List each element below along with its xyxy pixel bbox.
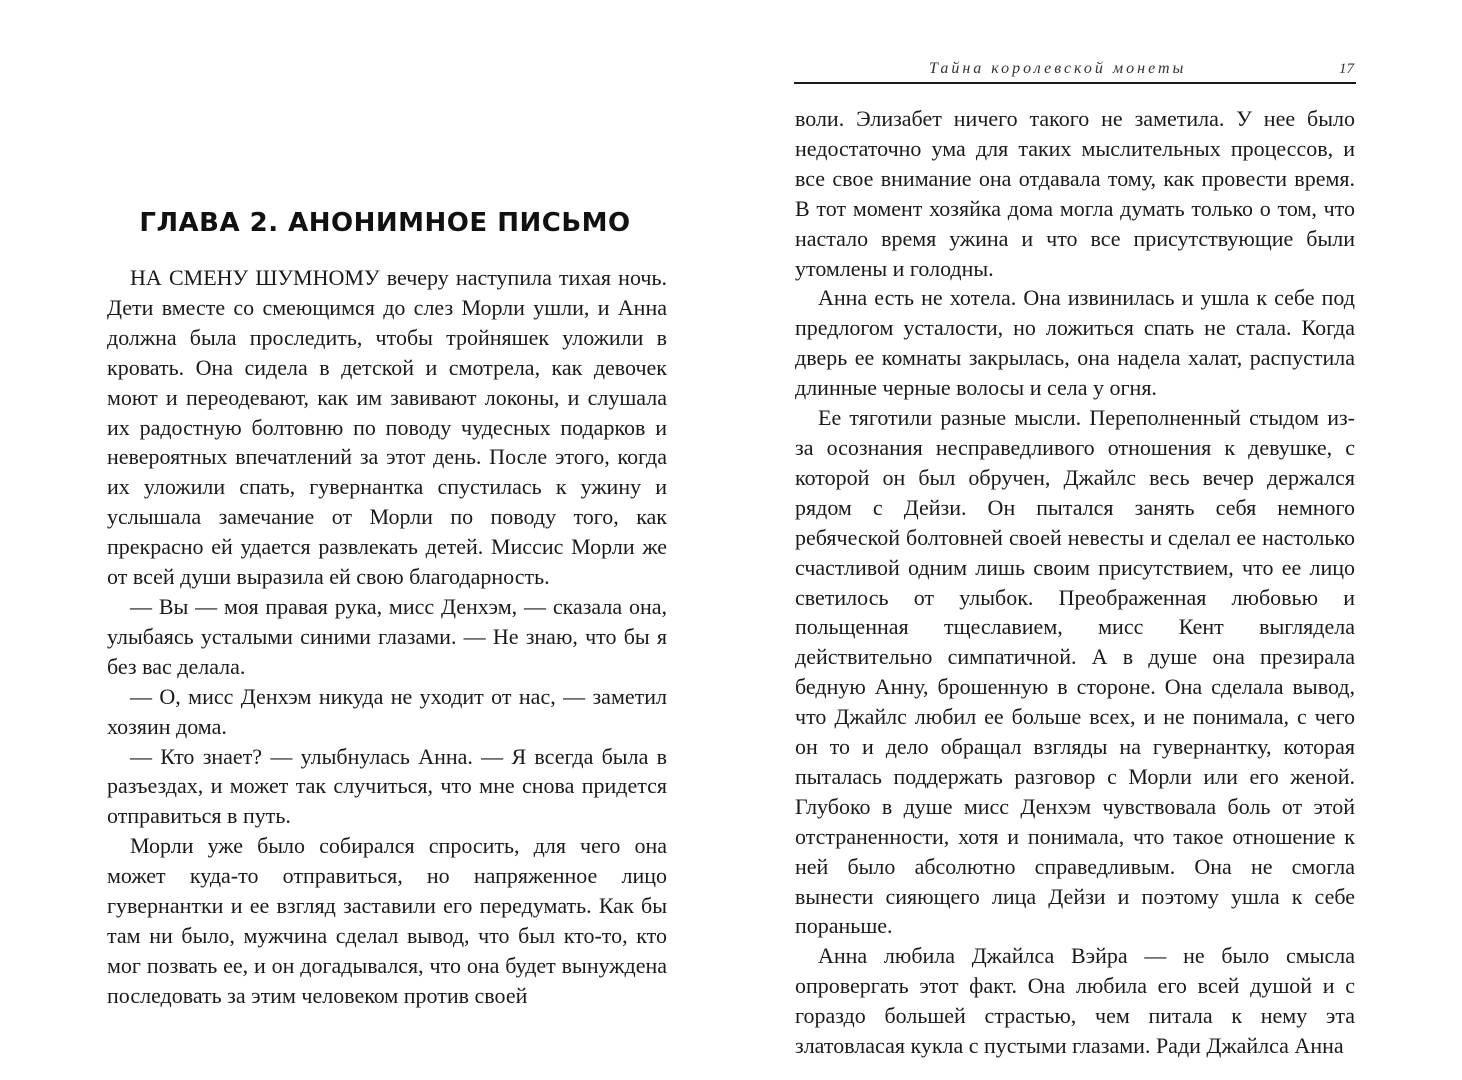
continued-paragraph: воли. Элизабет ничего такого не заметила. У нее было недостаточно ума для таких мыслительных процессов, и все свое внимание она отдавала тому, как провести время. В тот момент хозяйка дома могла думать только о том, что настало время ужина и что все присутствующие были утомлены и голодны. (795, 106, 1355, 281)
paragraph: — Кто знает? — улыбнулась Анна. — Я всегда была в разъездах, и может так случиться, что мне снова придется отправиться в путь. (107, 743, 667, 829)
right-page (731, 0, 1462, 1080)
paragraph: — Вы — моя правая рука, мисс Денхэм, — сказала она, улыбаясь усталыми синими глазами. — Не знаю, что бы я без вас делала. (107, 593, 667, 679)
page-number: 17 (1339, 61, 1354, 77)
chapter-title: ГЛАВА 2. АНОНИМНОЕ ПИСЬМО (139, 208, 631, 238)
paragraph: Морли уже было собирался спросить, для чего она может куда-то отправиться, но напряженное лицо гувернантки и ее взгляд заставили его передумать. Как бы там ни было, мужчина сделал вывод, что был кто-то, кто мог позвать ее, и он догадывался, что она будет вынуждена последовать за этим человеком против своей (107, 833, 667, 1008)
left-page-text (107, 263, 667, 1011)
paragraph-lead-in: НА СМЕНУ ШУМНОМУ (130, 265, 380, 290)
running-title: Тайна королевской монеты (929, 60, 1187, 77)
paragraph: Анна любила Джайлса Вэйра — не было смысла опровергать этот факт. Она любила его всей душой и с гораздо большей страстью, чем питала к нему эта златовласая кукла с пустыми глазами. Ради Джайлса Анна (795, 943, 1355, 1059)
running-header (794, 56, 1356, 84)
paragraph: Ее тяготили разные мысли. Переполненный стыдом из-за осознания несправедливого отношения к девушке, с которой он был обручен, Джайлс весь вечер держался рядом с Дейзи. Он пытался занять себя немного ребяческой болтовней своей невесты и сделал ее настолько счастливой одним лишь своим присутствием, что ее лицо светилось от улыбок. Преображенная любовью и польщенная тщеславием, мисс Кент выглядела действительно симпатичной. А в душе она презирала бедную Анну, брошенную в стороне. Она сделала вывод, что Джайлс любил ее больше всех, и не понимала, с чего он то и дело обращал взгляды на гувернантку, которая пыталась поддержать разговор с Морли или его женой. Глубоко в душе мисс Денхэм чувствовала боль от этой отстраненности, хотя и понимала, что такое отношение к ней было абсолютно справедливым. Она не смогла вынести сияющего лица Дейзи и поэтому ушла к себе пораньше. (795, 405, 1355, 939)
paragraph-text: вечеру наступила тихая ночь. Дети вместе со смеющимся до слез Морли ушли, и Анна должна была проследить, чтобы тройняшек уложили в кровать. Она сидела в детской и смотрела, как девочек моют и переодевают, как им завивают локоны, и слушала их радостную болтовню по поводу чудесных подарков и невероятных впечатлений за этот день. После этого, когда их уложили спать, гувернантка спустилась к ужину и услышала замечание от Морли по поводу того, как прекрасно ей удается развлекать детей. Миссис Морли же от всей души выразила ей свою благодарность. (107, 265, 667, 590)
paragraph: Анна есть не хотела. Она извинилась и ушла к себе под предлогом усталости, но ложиться спать не стала. Когда дверь ее комнаты закрылась, она надела халат, распустила длинные черные волосы и села у огня. (795, 285, 1355, 401)
paragraph: — О, мисс Денхэм никуда не уходит от нас, — заметил хозяин дома. (107, 683, 667, 739)
right-page-text (795, 104, 1355, 1061)
paragraph (107, 263, 667, 592)
